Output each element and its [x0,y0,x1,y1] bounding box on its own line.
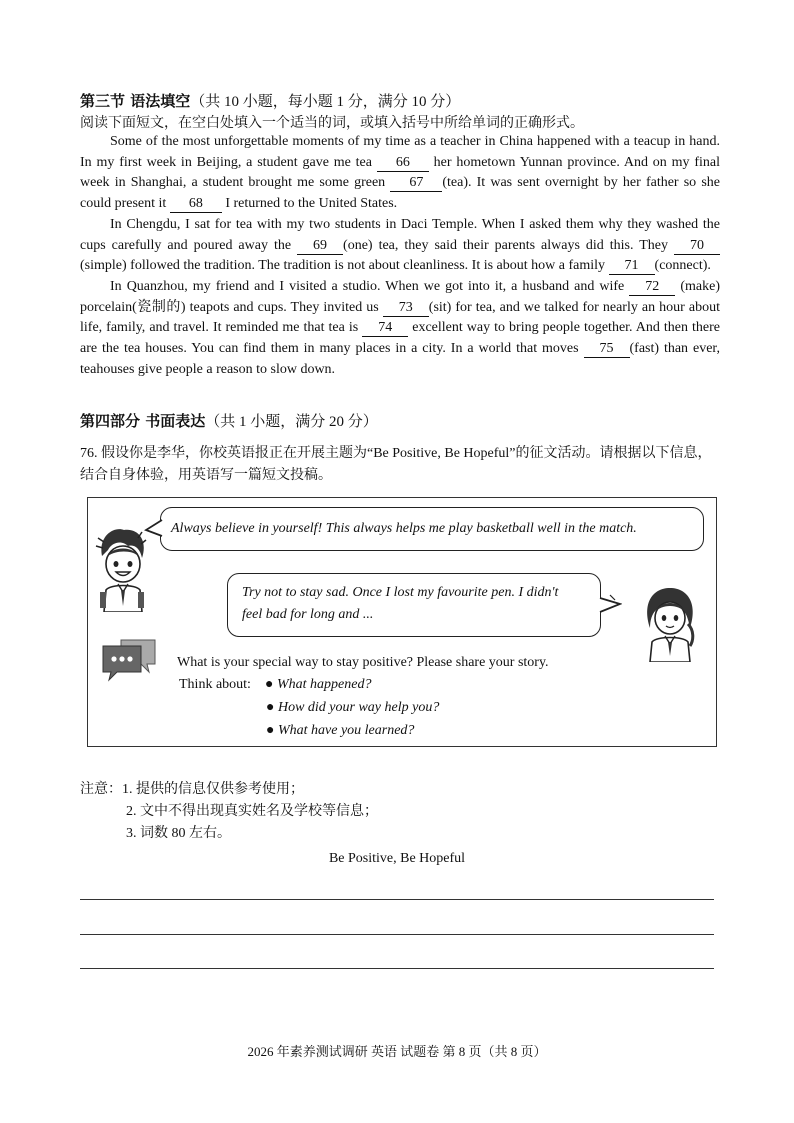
cloze-passage [80,132,720,380]
bullet-icon: ● [266,700,275,715]
passage-text: In Chengdu, I sat for tea with my two students in Daci Temple. When I asked them why they washed the cups carefully and poured away the [80,216,720,253]
bubble2-line-2: feel bad for long and ... [242,607,374,622]
essay-title: Be Positive, Be Hopeful [328,851,466,866]
think-row-2 [179,696,439,719]
note-1: 1. 提供的信息仅供参考使用； [122,782,304,797]
blank-67: 67 [390,175,442,192]
think-row-3 [179,719,439,742]
section3-title: 第三节 语法填空 [80,92,191,110]
passage-text: (fast) than ever, teahouses give people a reason to slow down. [80,341,721,377]
passage-text: In Quanzhou, my friend and I visited a studio. When we got into it, a husband and wife [110,278,630,294]
blank-68: 68 [170,196,222,213]
question-2: How did your way help you? [277,700,440,715]
note-2: 2. 文中不得出现真实姓名及学校等信息； [126,804,378,819]
passage-paragraph-1 [80,132,720,215]
chat-icon [101,636,159,684]
notes [80,779,378,845]
passage-text: (sit) for tea, and we talked for nearly an hour about life, family, and travel. It reminded me that tea is [80,299,720,336]
writing-line [80,968,714,969]
passage-text: Some of the most unforgettable moments of my time as a teacher in China happened with a teacup in hand. In my first week in Beijing, a student gave me tea [80,134,720,170]
passage-text: I returned to the United States. [221,196,398,212]
question-1: What happened? [276,677,372,692]
blank-73: 73 [383,300,429,317]
bullet-icon: ● [265,677,274,692]
blank-74: 74 [362,320,408,337]
passage-text: (make) porcelain(瓷制的) teapots and cups. They invited us [80,278,720,315]
passage-text: her hometown Yunnan province. And on my final week in Shanghai, a student brought me some green [80,154,720,191]
speech-bubble-girl [227,573,601,637]
task-number: 76. [80,446,98,461]
passage-text: excellent way to bring people together. And then there are the tea houses. You can find them in many places in a city. In a world that moves [80,320,721,357]
boy-illustration-icon [94,526,150,612]
blank-70: 70 [674,238,720,255]
bubble-tail-icon [598,594,622,616]
blank-75: 75 [584,341,630,358]
notes-label: 注意： [80,782,122,797]
blank-72: 72 [629,279,675,296]
passage-text: (simple) followed the tradition. The tradition is not about cleanliness. It is about how a family [80,258,609,274]
page-footer: 2026 年素养测试调研 英语 试题卷 第 8 页（共 8 页） [247,1044,547,1059]
passage-paragraph-2 [80,215,720,277]
part4-title: 第四部分 书面表达 [80,412,206,430]
task-text: 假设你是李华，你校英语报正在开展主题为“Be Positive, Be Hopeful”的征文活动。请根据以下信息，结合自身体验，用英语写一篇短文投稿。 [80,446,712,483]
note-row-1 [80,779,378,801]
blank-71: 71 [609,258,655,275]
writing-line [80,934,714,935]
section3-heading [80,91,460,112]
section3-score-note: （共 10 小题，每小题 1 分，满分 10 分） [190,94,461,110]
blank-69: 69 [297,238,343,255]
bubble-tail-icon [144,518,164,540]
passage-text: (one) tea, they said their parents always did this. They [343,237,674,253]
part4-heading [80,411,378,432]
writing-prompt: What is your special way to stay positive? Please share your story. [177,655,549,670]
bullet-icon: ● [266,723,275,738]
girl-illustration-icon [636,584,702,662]
speech-bubble-boy: Always believe in yourself! This always helps me play basketball well in the match. [160,507,704,551]
think-row-1 [179,673,439,696]
blank-66: 66 [377,155,429,172]
passage-text: (connect). [654,258,711,274]
passage-text: (tea). It was sent overnight by her father so she could present it [80,175,720,212]
bubble2-line-1: Try not to stay sad. Once I lost my favourite pen. I didn't [242,585,559,600]
prompt-box [87,497,717,747]
writing-line [80,899,714,900]
note-3: 3. 词数 80 左右。 [126,826,231,841]
section3-instruction: 阅读下面短文，在空白处填入一个适当的词，或填入括号中所给单词的正确形式。 [80,116,584,131]
think-about-label: Think about: [179,677,251,692]
passage-paragraph-3 [80,277,720,381]
think-about-list [179,673,439,742]
writing-task [80,443,720,487]
question-3: What have you learned? [277,723,415,738]
part4-score-note: （共 1 小题，满分 20 分） [205,414,378,430]
